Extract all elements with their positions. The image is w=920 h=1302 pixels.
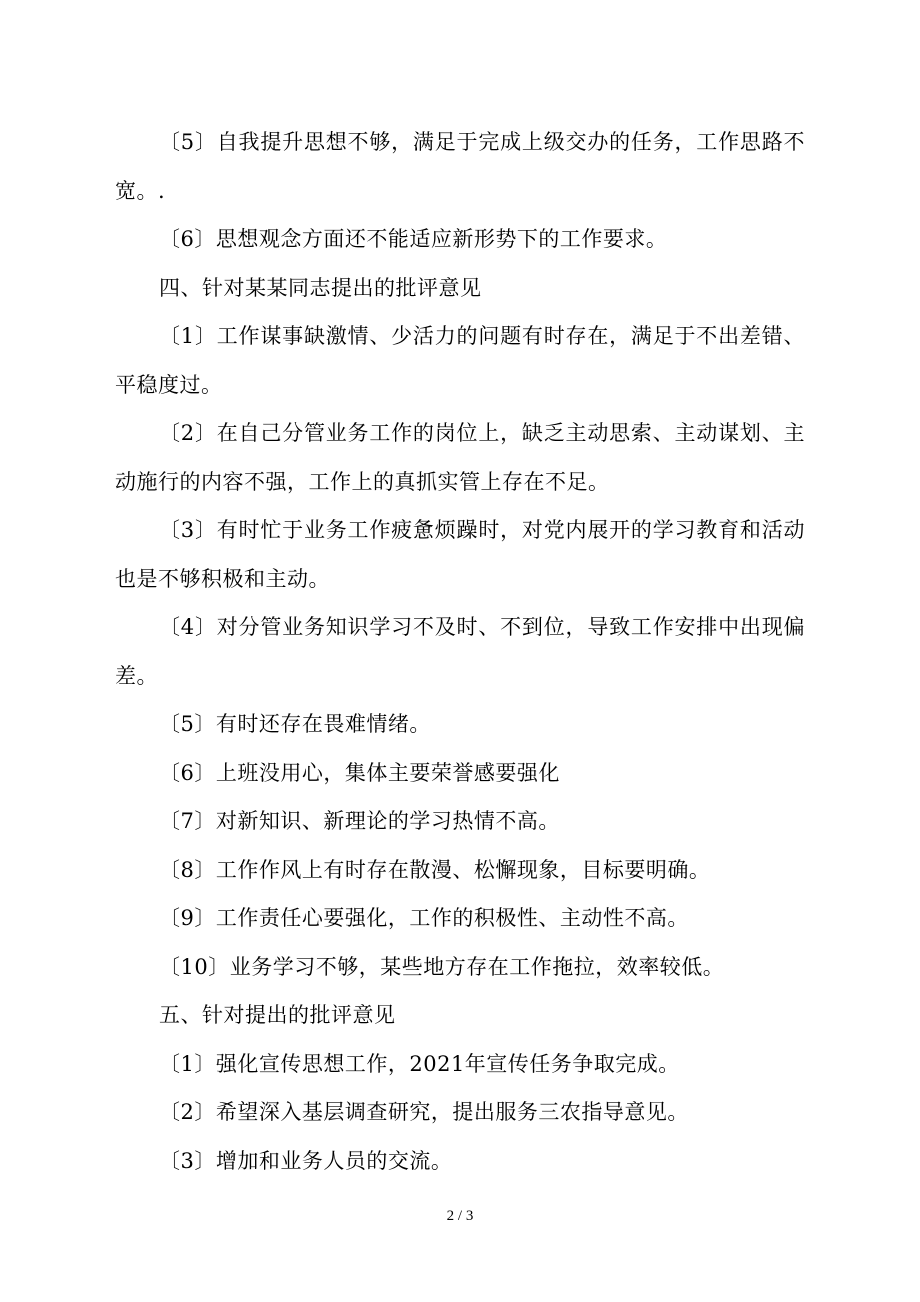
paragraph: 〔6〕思想观念方面还不能适应新形势下的工作要求。: [159, 227, 668, 251]
paragraph: 〔5〕有时还存在畏难情绪。: [159, 712, 431, 736]
document-body: [115, 118, 805, 1185]
paragraph: 〔4〕对分管业务知识学习不及时、不到位，导致工作安排中出现偏差。: [115, 615, 805, 688]
paragraph: 〔1〕工作谋事缺激情、少活力的问题有时存在，满足于不出差错、平稳度过。: [115, 324, 805, 397]
paragraph: 〔7〕对新知识、新理论的学习热情不高。: [159, 809, 560, 833]
paragraph: 〔1〕强化宣传思想工作，2021年宣传任务争取完成。: [159, 1051, 680, 1076]
paragraph: 〔3〕增加和业务人员的交流。: [159, 1148, 453, 1173]
paragraph: 〔9〕工作责任心要强化，工作的积极性、主动性不高。: [159, 906, 689, 930]
paragraph: 〔2〕在自己分管业务工作的岗位上，缺乏主动思索、主动谋划、主动施行的内容不强，工作上的真抓实管上存在不足。: [115, 421, 805, 494]
paragraph: 〔5〕自我提升思想不够，满足于完成上级交办的任务，工作思路不宽。.: [115, 130, 805, 203]
paragraph: 〔10〕业务学习不够，某些地方存在工作拖拉，效率较低。: [159, 954, 725, 979]
paragraph: 〔6〕上班没用心，集体主要荣誉感要强化: [159, 760, 560, 785]
section-heading: 四、针对某某同志提出的批评意见: [159, 275, 482, 300]
page-number: 2 / 3: [446, 1208, 474, 1224]
paragraph: 〔8〕工作作风上有时存在散漫、松懈现象，目标要明确。: [159, 857, 711, 882]
section-heading: 五、针对提出的批评意见: [159, 1003, 396, 1027]
paragraph: 〔3〕有时忙于业务工作疲惫烦躁时，对党内展开的学习教育和活动也是不够积极和主动。: [115, 518, 805, 591]
paragraph: 〔2〕希望深入基层调查研究，提出服务三农指导意见。: [159, 1100, 689, 1124]
